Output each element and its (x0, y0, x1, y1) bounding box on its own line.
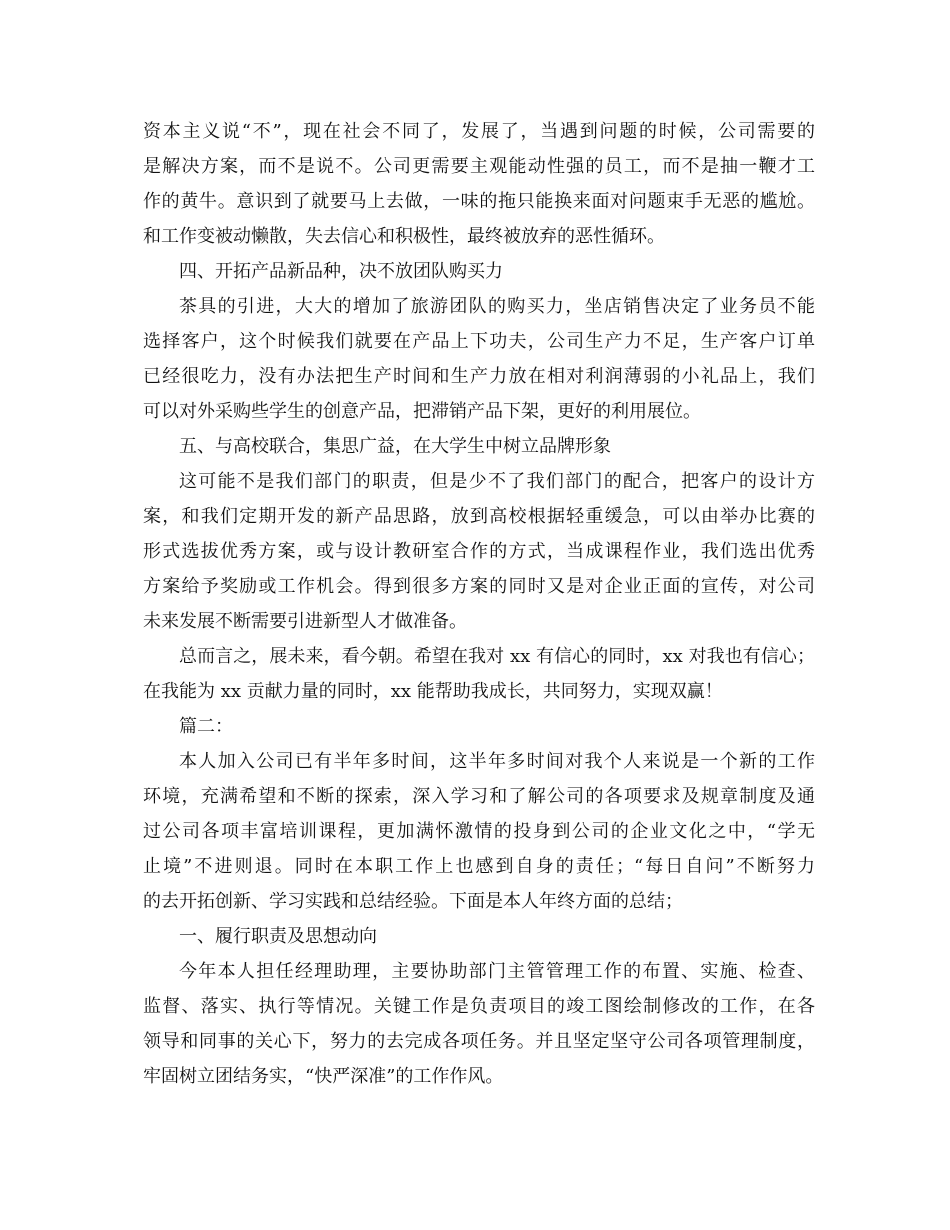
text-line: 已经很吃力，没有办法把生产时间和生产力放在相对利润薄弱的小礼品上，我们 (143, 366, 815, 387)
text-line: 案，和我们定期开发的新产品思路，放到高校根据轻重缓急，可以由举办比赛的 (143, 506, 815, 527)
text-line: 的去开拓创新、学习实践和总结经验。下面是本人年终方面的总结； (143, 891, 683, 912)
text-line: 篇二： (179, 716, 233, 737)
text-line: 监督、落实、执行等情况。关键工作是负责项目的竣工图绘制修改的工作，在各 (143, 996, 815, 1017)
text-line: 五、与高校联合，集思广益，在大学生中树立品牌形象 (179, 436, 611, 457)
text-line: 四、开拓产品新品种，决不放团队购买力 (179, 261, 503, 282)
text-line: 牢固树立团结务实，“快严深准”的工作作风。 (143, 1066, 504, 1087)
text-line: 形式选拔优秀方案，或与设计教研室合作的方式，当成课程作业，我们选出优秀 (143, 541, 815, 562)
text-line: 可以对外采购些学生的创意产品，把滞销产品下架，更好的利用展位。 (143, 401, 701, 422)
text-line: 和工作变被动懒散，失去信心和积极性，最终被放弃的恶性循环。 (143, 226, 665, 247)
text-line: 这可能不是我们部门的职责，但是少不了我们部门的配合，把客户的设计方 (179, 471, 815, 492)
text-line: 作的黄牛。意识到了就要马上去做，一味的拖只能换来面对问题束手无恶的尴尬。 (143, 191, 815, 212)
text-line: 领导和同事的关心下，努力的去完成各项任务。并且坚定坚守公司各项管理制度， (143, 1031, 815, 1052)
text-line: 未来发展不断需要引进新型人才做准备。 (143, 611, 467, 632)
text-line: 本人加入公司已有半年多时间，这半年多时间对我个人来说是一个新的工作 (179, 751, 815, 772)
text-line: 方案给予奖励或工作机会。得到很多方案的同时又是对企业正面的宣传，对公司 (143, 576, 815, 597)
text-line: 茶具的引进，大大的增加了旅游团队的购买力，坐店销售决定了业务员不能 (179, 296, 815, 317)
text-line: 资本主义说“不”，现在社会不同了，发展了，当遇到问题的时候，公司需要的 (143, 121, 815, 142)
text-line: 是解决方案，而不是说不。公司更需要主观能动性强的员工，而不是抽一鞭才工 (143, 156, 815, 177)
text-line: 过公司各项丰富培训课程，更加满怀激情的投身到公司的企业文化之中，“学无 (143, 821, 815, 842)
text-line: 一、履行职责及思想动向 (179, 926, 377, 947)
document-body (143, 114, 815, 1094)
text-line: 在我能为 xx 贡献力量的同时，xx 能帮助我成长，共同努力，实现双赢！ (143, 681, 723, 702)
text-line: 总而言之，展未来，看今朝。希望在我对 xx 有信心的同时，xx 对我也有信心； (179, 646, 815, 667)
text-line: 选择客户，这个时候我们就要在产品上下功夫，公司生产力不足，生产客户订单 (143, 331, 815, 352)
text-line: 止境”不进则退。同时在本职工作上也感到自身的责任；“每日自问”不断努力 (143, 856, 815, 877)
text-line: 环境，充满希望和不断的探索，深入学习和了解公司的各项要求及规章制度及通 (143, 786, 815, 807)
text-line: 今年本人担任经理助理，主要协助部门主管管理工作的布置、实施、检查、 (179, 961, 815, 982)
